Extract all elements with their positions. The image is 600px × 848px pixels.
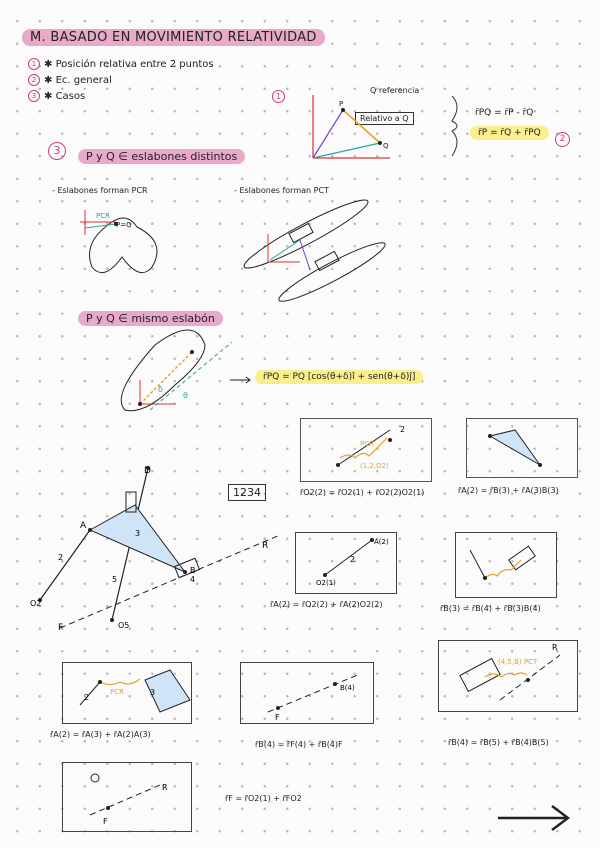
eq-panel-2: r̄A(2) = r̄B(3) + r̄A(3)B(3) bbox=[458, 486, 559, 495]
panel-2-drawing bbox=[488, 430, 542, 467]
eq-panel-1: r̄O2(2) = r̄O2(1) + r̄O2(2)O2(1) bbox=[300, 488, 425, 497]
pcr-blob bbox=[80, 210, 157, 273]
box-1234: 1234 bbox=[228, 484, 266, 501]
svg-text:A(2): A(2) bbox=[374, 538, 389, 546]
marker-3: 3 bbox=[48, 142, 66, 160]
ref-note: Q referencia bbox=[370, 86, 420, 95]
svg-text:3: 3 bbox=[135, 529, 141, 538]
panel-8-drawing bbox=[90, 774, 160, 815]
svg-text:2: 2 bbox=[350, 555, 356, 564]
svg-text:Q: Q bbox=[383, 142, 389, 150]
svg-text:P: P bbox=[339, 100, 344, 108]
svg-text:F: F bbox=[103, 817, 108, 826]
eq-panel-7: r̄B(4) = r̄B(5) + r̄B(4)B(5) bbox=[448, 738, 549, 747]
svg-text:R: R bbox=[552, 643, 558, 652]
page-title: M. BASADO EN MOVIMIENTO RELATIVIDAD bbox=[22, 30, 325, 45]
svg-text:PCR: PCR bbox=[110, 688, 124, 696]
pcr-label-pq: P=Q bbox=[116, 221, 132, 229]
svg-text:F: F bbox=[275, 713, 280, 722]
eq-pq-1: r̄PQ = r̄P - r̄Q bbox=[475, 108, 534, 118]
mechanism bbox=[38, 466, 280, 628]
svg-text:(1,2,O2): (1,2,O2) bbox=[360, 462, 389, 470]
svg-text:R: R bbox=[262, 541, 269, 551]
svg-text:D: D bbox=[144, 466, 151, 476]
svg-text:(4,5,B) PCT: (4,5,B) PCT bbox=[498, 658, 538, 666]
vector-diagram bbox=[313, 95, 457, 158]
rel-eq: r̄PQ = PQ [cos(θ+δ)î + sen(θ+δ)ĵ] bbox=[255, 372, 423, 382]
svg-text:δ: δ bbox=[158, 385, 163, 394]
sub-pct: - Eslabones forman PCT bbox=[234, 186, 329, 195]
eq-panel-6: r̄B(4) = r̄F(4) + r̄B(4)F bbox=[255, 740, 343, 749]
marker-2: 2 bbox=[555, 132, 570, 147]
pct-shapes bbox=[239, 192, 389, 308]
list-item-2: 2 ✱ Ec. general bbox=[28, 74, 112, 86]
svg-text:F: F bbox=[58, 623, 64, 633]
marker-1: 1 bbox=[272, 90, 285, 103]
svg-text:O2: O2 bbox=[30, 599, 42, 608]
panel-6-drawing bbox=[268, 674, 360, 712]
svg-text:O5: O5 bbox=[118, 621, 130, 630]
svg-text:B: B bbox=[190, 566, 196, 575]
ref-box: Relativo a Q bbox=[355, 112, 414, 125]
same-link-shape bbox=[121, 330, 232, 411]
svg-text:R: R bbox=[162, 783, 168, 792]
panel-3-drawing bbox=[323, 538, 374, 577]
svg-text:B(4): B(4) bbox=[340, 684, 355, 692]
panel-5-drawing bbox=[80, 670, 190, 712]
svg-text:A: A bbox=[80, 521, 87, 531]
case1-title: P y Q ∈ eslabones distintos bbox=[78, 150, 245, 163]
eq-panel-4: r̄B(3) = r̄B(4) + r̄B(3)B(4) bbox=[440, 604, 541, 613]
eq-pq-2: r̄P = r̄Q + r̄PQ bbox=[470, 128, 549, 138]
eq-panel-8: r̄F = r̄O2(1) + r̄FO2 bbox=[225, 794, 302, 803]
next-arrow-icon bbox=[498, 806, 568, 830]
svg-text:2: 2 bbox=[400, 425, 406, 434]
svg-text:2: 2 bbox=[58, 553, 64, 562]
svg-text:θ: θ bbox=[183, 391, 188, 400]
list-item-1: 1 ✱ Posición relativa entre 2 puntos bbox=[28, 58, 214, 70]
svg-text:PCR: PCR bbox=[360, 440, 374, 448]
list-item-3: 3 ✱ Casos bbox=[28, 90, 85, 102]
svg-text:3: 3 bbox=[150, 688, 156, 697]
svg-text:2: 2 bbox=[84, 693, 90, 702]
svg-text:4: 4 bbox=[190, 575, 196, 584]
svg-text:5: 5 bbox=[112, 575, 118, 584]
case2-title: P y Q ∈ mismo eslabón bbox=[78, 312, 223, 325]
eq-panel-3: r̄A(2) = r̄O2(2) + r̄A(2)O2(2) bbox=[270, 600, 383, 609]
svg-text:O2(1): O2(1) bbox=[316, 579, 336, 587]
pcr-tag: PCR bbox=[96, 212, 110, 220]
eq-panel-5: r̄A(2) = r̄A(3) + r̄A(2)A(3) bbox=[50, 730, 151, 739]
panel-4-drawing bbox=[470, 546, 535, 580]
sub-pcr: - Eslabones forman PCR bbox=[52, 186, 148, 195]
